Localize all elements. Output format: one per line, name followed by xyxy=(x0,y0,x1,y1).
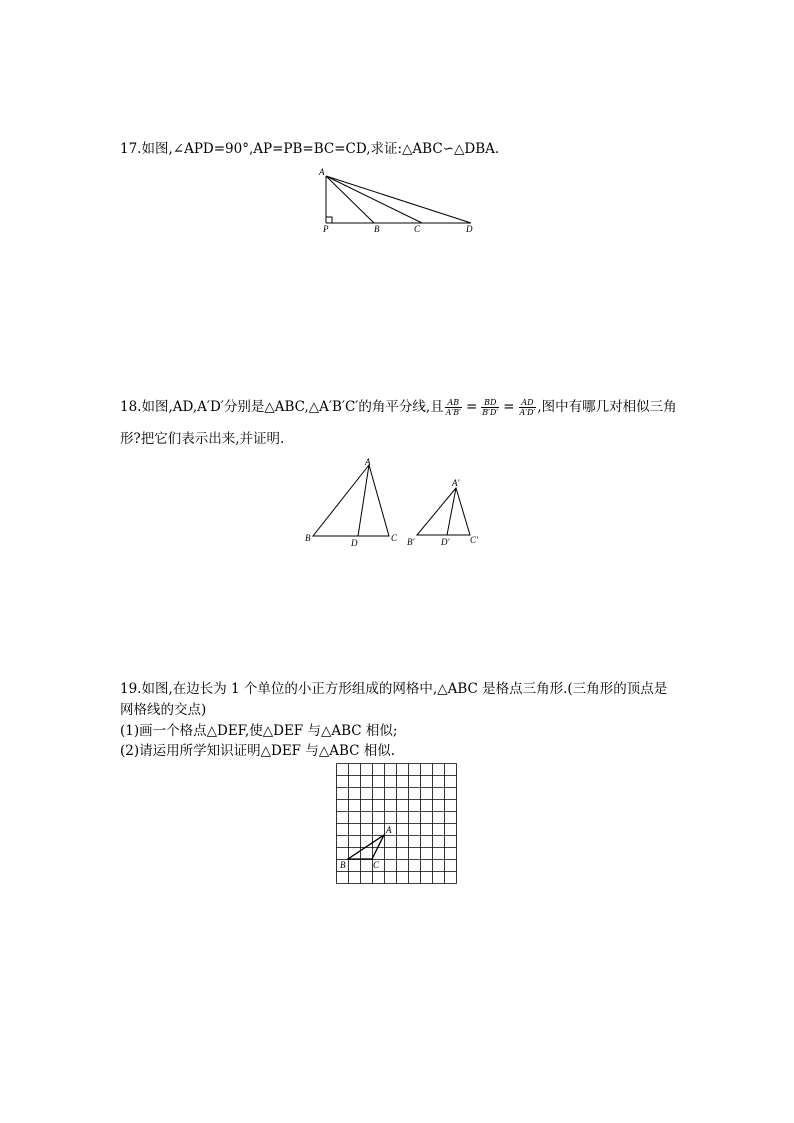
label-a: A xyxy=(365,457,371,467)
triangle-a2b2c2 xyxy=(417,488,470,535)
label-b: B xyxy=(340,860,346,870)
bisector-a2d2 xyxy=(447,488,456,535)
triangle-abc xyxy=(313,465,389,536)
label-c: C xyxy=(373,860,380,870)
fraction-ad: $\frac{AD}{A'D'}$ xyxy=(519,398,536,417)
q19-line4: (2)请运用所学知识证明△DEF 与△ABC 相似. xyxy=(120,743,396,759)
q19-line2: 网格线的交点) xyxy=(120,702,207,718)
label-a-prime: A′ xyxy=(452,478,460,488)
segment-ad xyxy=(326,176,471,223)
fraction-bd: $\frac{BD}{B'D'}$ xyxy=(482,398,499,417)
q17-text: 17.如图,∠APD=90°,AP=PB=BC=CD,求证:△ABC∽△DBA. xyxy=(120,141,500,157)
q19-line1: 19.如图,在边长为 1 个单位的小正方形组成的网格中,△ABC 是格点三角形.(三角形的顶点是 xyxy=(120,681,668,697)
fraction-ab: $\frac{AB}{A'B'}$ xyxy=(445,398,461,417)
triangle-abc xyxy=(348,835,384,859)
label-c: C xyxy=(414,224,421,234)
label-c: C xyxy=(391,533,398,543)
q19-line3: (1)画一个格点△DEF,使△DEF 与△ABC 相似; xyxy=(120,723,398,739)
q18-text-before: 18.如图,AD,A′D′分别是△ABC,△A′B′C′的角平分线,且 xyxy=(120,399,444,415)
label-d: D xyxy=(466,224,473,234)
label-a: A xyxy=(319,167,325,177)
label-b-prime: B′ xyxy=(407,537,415,547)
right-angle-mark xyxy=(326,217,332,223)
q17-figure xyxy=(315,168,485,238)
label-c-prime: C′ xyxy=(470,535,478,545)
segment-ac xyxy=(326,176,422,223)
label-d-prime: D′ xyxy=(441,537,450,547)
label-d: D xyxy=(351,538,358,548)
label-a: A xyxy=(386,825,392,835)
q18-text-after: ,图中有哪几对相似三角 xyxy=(537,399,677,415)
label-b: B xyxy=(374,224,380,234)
q19-grid-figure xyxy=(336,763,458,885)
q18-line1: 18.如图,AD,A′D′分别是△ABC,△A′B′C′的角平分线,且 $\frac{AB}{A'B'}$ = $\frac{BD}{B'D'}$ = $\frac{AD}{A'D'}$ ,图中有哪几对相似三角 xyxy=(120,398,677,417)
label-b: B xyxy=(305,533,311,543)
grid-lines xyxy=(337,764,457,884)
label-p: P xyxy=(323,224,329,234)
q18-line2: 形?把它们表示出来,并证明. xyxy=(120,431,285,447)
q18-figure xyxy=(300,455,495,550)
bisector-ad xyxy=(358,465,369,536)
segment-ab xyxy=(326,176,374,223)
